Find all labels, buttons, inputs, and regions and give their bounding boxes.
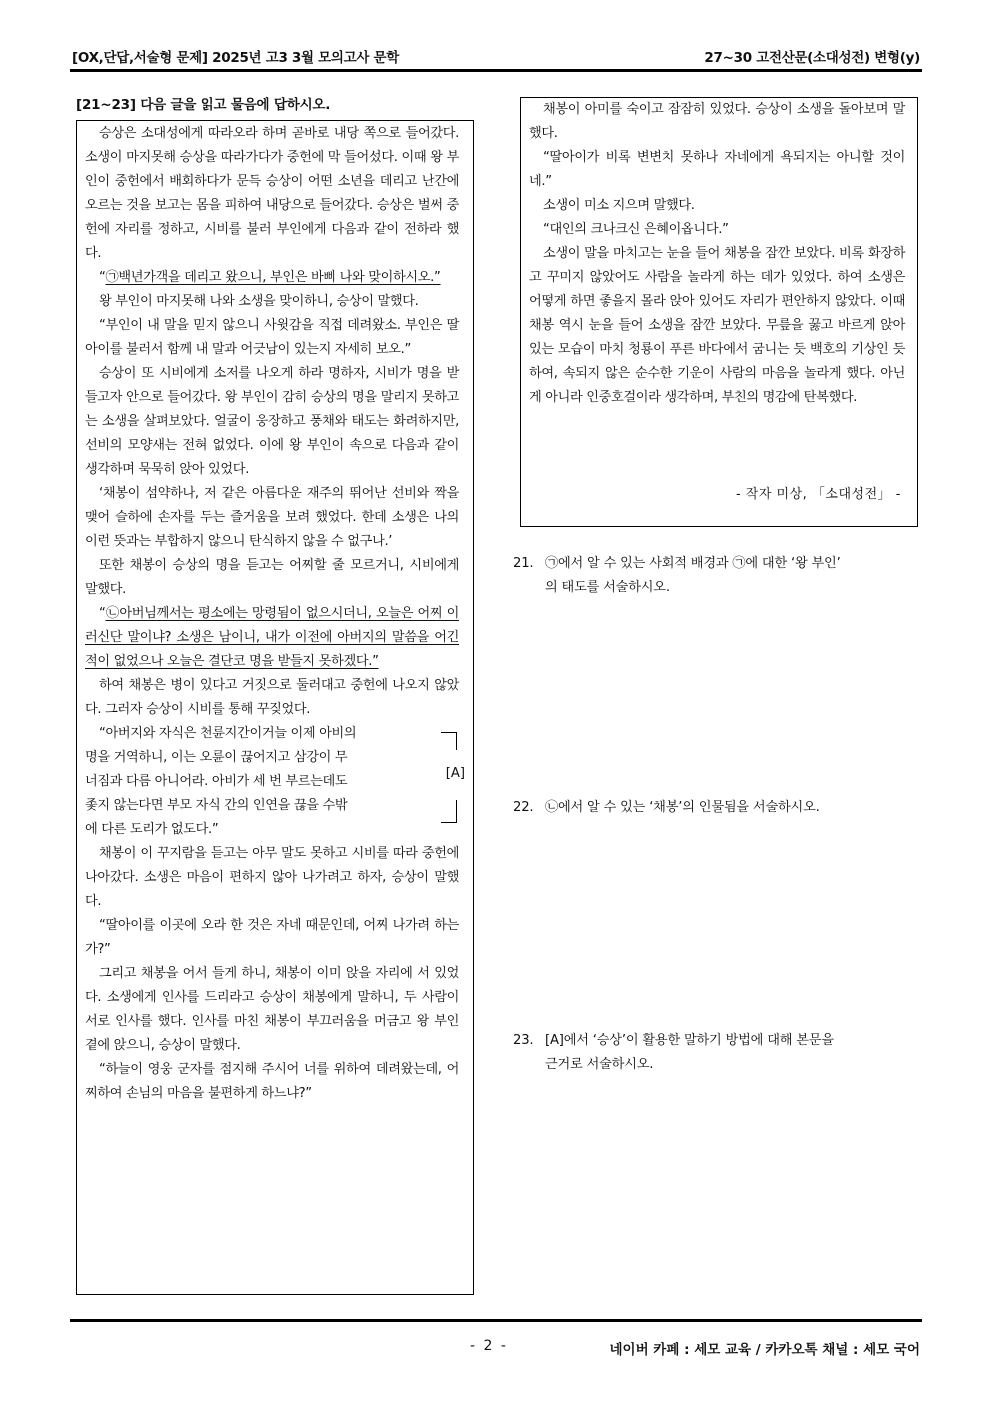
bracket-top-tick <box>456 732 457 750</box>
bracket-line: 좇지 않는다면 부모 자식 간의 인연을 끊을 수밖 <box>85 798 348 813</box>
quote-open: “ <box>99 606 106 621</box>
passage-paragraph: 그리고 채봉을 어서 들게 하니, 채봉이 이미 앉을 자리에 서 있었다. 소생에게 인사를 드리라고 승상이 채봉에게 말하니, 두 사람이 서로 인사를 했다. 인사를 마친 채봉이 부끄러움을 머금고 왕 부인 곁에 앉으니, 승상이 말했다. <box>85 966 459 1053</box>
passage-paragraph: “대인의 크나크신 은혜이옵니다.” <box>543 222 729 237</box>
footer-divider <box>70 1319 922 1322</box>
passage-paragraph: 소생이 미소 지으며 말했다. <box>543 198 695 213</box>
underlined-text-b: ㉡아버님께서는 평소에는 망령됨이 없으시더니, 오늘은 어찌 이러신단 말이냐? 소생은 남이니, 내가 이전에 아버지의 말씀을 어긴 적이 없었으나 오늘은 결단코 명을 받들지 못하겠다.” <box>85 606 459 669</box>
underlined-text-a: ㉠백년가객을 데리고 왔으니, 부인은 바삐 나와 맞이하시오.” <box>105 270 441 285</box>
passage-paragraph: 채봉이 이 꾸지람을 듣고는 아무 말도 못하고 시비를 따라 중헌에 나아갔다. 소생은 마음이 편하지 않아 나가려고 하자, 승상이 말했다. <box>85 846 459 909</box>
instruction: [21~23] 다음 글을 읽고 물음에 답하시오. <box>76 97 331 113</box>
question-23 <box>513 1029 921 1077</box>
page-number: - 2 - <box>470 1338 508 1354</box>
passage-paragraph: “부인이 내 말을 믿지 않으니 사윗감을 직접 데려왔소. 부인은 딸아이를 불러서 함께 내 말과 어긋남이 있는지 자세히 보오.” <box>85 318 459 357</box>
passage-paragraph: “하늘이 영웅 군자를 점지해 주시어 너를 위하여 데려왔는데, 어찌하여 손님의 마음을 불편하게 하느냐?” <box>85 1062 459 1101</box>
bracket-line: 너짐과 다름 아니어라. 아비가 세 번 부르는데도 <box>85 774 348 789</box>
bracket-line: 에 다른 도리가 없도다.” <box>85 822 219 837</box>
header-divider <box>70 69 922 72</box>
bracket-bottom-tick <box>456 800 457 822</box>
passage-paragraph: 왕 부인이 마지못해 나와 소생을 맞이하니, 승상이 말했다. <box>99 294 419 309</box>
header-section: 27~30 고전산문(소대성전) 변형(y) <box>704 50 920 66</box>
question-number: 23. <box>513 1033 534 1048</box>
passage-paragraph: 또한 채봉이 승상의 명을 듣고는 어찌할 줄 모르거니, 시비에게 말했다. <box>85 558 459 597</box>
header-title: [OX,단답,서술형 문제] 2025년 고3 3월 모의고사 문학 <box>72 50 400 66</box>
bracket-line: 명을 거역하니, 이는 오륜이 끊어지고 삼강이 무 <box>85 750 348 765</box>
passage-paragraph: 하여 채봉은 병이 있다고 거짓으로 둘러대고 중헌에 나오지 않았다. 그러자 승상이 시비를 통해 꾸짖었다. <box>85 678 459 717</box>
passage-paragraph: ‘채봉이 섬약하나, 저 같은 아름다운 재주의 뛰어난 선비와 짝을 맺어 슬하에 손자를 두는 즐거움을 보려 했었다. 한데 소생은 나의 이런 뜻과는 부합하지 않으니 탄식하지 않을 수 없구나.’ <box>85 486 459 549</box>
question-text-cont: 의 태도를 서술하시오. <box>545 580 670 595</box>
passage-paragraph: 소생이 말을 마치고는 눈을 들어 채봉을 잠깐 보았다. 비록 화장하고 꾸미지 않았어도 사람을 놀라게 하는 데가 있었다. 하여 소생은 어떻게 하면 좋을지 몰라 앉아 있어도 자리가 편안하지 않았다. 이때 채봉 역시 눈을 들어 소생을 잠깐 보았다. 무릎을 꿇고 바르게 앉아 있는 모습이 마치 청룡이 푸른 바다에서 굼니는 듯 백호의 기상인 듯하여, 속되지 않은 순수한 기운이 사람의 마음을 놀라게 했다. 아닌 게 아니라 인중호걸이라 생각하며, 부친의 명감에 탄복했다. <box>529 246 905 405</box>
passage-paragraph: “딸아이를 이곳에 오라 한 것은 자네 때문인데, 어찌 나가려 하는가?” <box>85 918 459 957</box>
question-text: [A]에서 ‘승상’이 활용한 말하기 방법에 대해 본문을 <box>545 1033 834 1048</box>
passage-paragraph: “딸아이가 비록 변변치 못하나 자네에게 욕되지는 아니할 것이네.” <box>529 150 905 189</box>
source-citation: - 작자 미상, 「소대성전」 - <box>735 487 901 502</box>
question-text: ㉡에서 알 수 있는 ‘채봉’의 인물됨을 서술하시오. <box>545 800 820 815</box>
passage-paragraph-underlined-a <box>85 266 459 290</box>
question-text-cont: 근거로 서술하시오. <box>545 1057 654 1072</box>
passage-paragraph-underlined-b <box>85 602 459 674</box>
footer-text: 네이버 카페 : 세모 교육 / 카카오톡 채널 : 세모 국어 <box>609 1342 920 1358</box>
question-text: ㉠에서 알 수 있는 사회적 배경과 ㉠에 대한 ‘왕 부인’ <box>545 556 841 571</box>
passage-paragraph: 승상이 또 시비에게 소저를 나오게 하라 명하자, 시비가 명을 받들고자 안으로 들어갔다. 왕 부인이 감히 승상의 명을 말리지 못하고는 소생을 살펴보았다. 얼굴이 웅장하고 풍채와 태도는 화려하지만, 선비의 모양새는 전혀 없었다. 이에 왕 부인이 속으로 다음과 같이 생각하며 묵묵히 앉아 있었다. <box>85 366 459 477</box>
passage-right-box <box>520 97 918 527</box>
passage-paragraph: 채봉이 아미를 숙이고 잠잠히 있었다. 승상이 소생을 돌아보며 말했다. <box>529 102 905 141</box>
bracketed-passage-a <box>85 722 465 842</box>
bracket-line: “아버지와 자식은 천륜지간이거늘 이제 아비의 <box>99 726 357 741</box>
passage-left-box <box>76 120 474 1295</box>
question-number: 22. <box>513 800 534 815</box>
quote-open: “ <box>99 270 106 285</box>
question-22 <box>513 796 921 820</box>
bracket-label-a: [A] <box>445 766 465 781</box>
question-number: 21. <box>513 556 534 571</box>
question-21 <box>513 552 921 600</box>
bracket-bottom <box>441 822 457 823</box>
passage-paragraph: 승상은 소대성에게 따라오라 하며 곧바로 내당 쪽으로 들어갔다. 소생이 마지못해 승상을 따라가다가 중헌에 막 들어섰다. 이때 왕 부인이 중헌에서 배회하다가 문득 승상이 어떤 소년을 데리고 난간에 오르는 것을 보고는 몸을 피하여 내당으로 들어갔다. 승상은 벌써 중헌에 자리를 정하고, 시비를 불러 부인에게 다음과 같이 전하라 했다. <box>85 126 459 261</box>
bracket-top <box>441 732 457 733</box>
